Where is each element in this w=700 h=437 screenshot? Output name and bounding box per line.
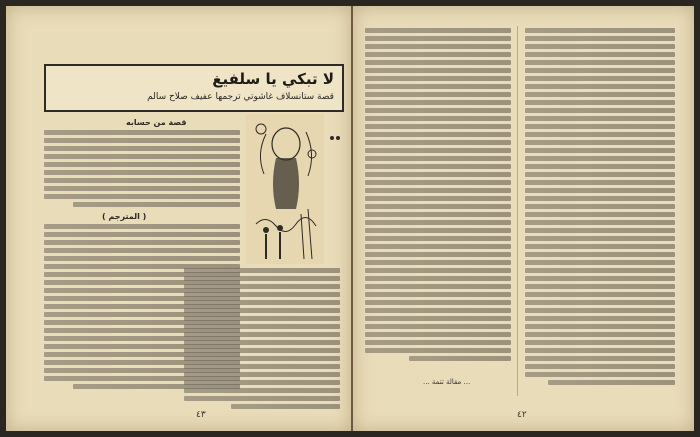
story-subtitle: قصة ستانسلاف غاشوتي ترجمها عفيف صلاح سالم: [147, 92, 334, 102]
magazine-spread: [6, 6, 694, 431]
continuation-note: ... مقالة تتمة ...: [423, 378, 471, 386]
story-title-box: [44, 64, 344, 112]
story-title: لا تبكي يا سلفيغ: [212, 70, 334, 88]
story-illustration: [246, 114, 324, 264]
ornament-dot: [336, 136, 340, 140]
section-heading-intro: قصة من حسابه: [126, 118, 187, 127]
page-number-left: ٤٣: [196, 410, 206, 420]
right-page: [353, 6, 694, 431]
text-column-left: [365, 28, 511, 364]
text-column-right: [525, 28, 675, 388]
left-page: [6, 6, 351, 431]
page-number-right: ٤٢: [517, 410, 527, 420]
intro-text-block: [44, 130, 240, 210]
section-heading-translator: ( المترجم ): [102, 212, 147, 221]
column-divider: [517, 26, 518, 396]
right-column-text: [184, 268, 340, 412]
ornament-dot: [330, 136, 334, 140]
